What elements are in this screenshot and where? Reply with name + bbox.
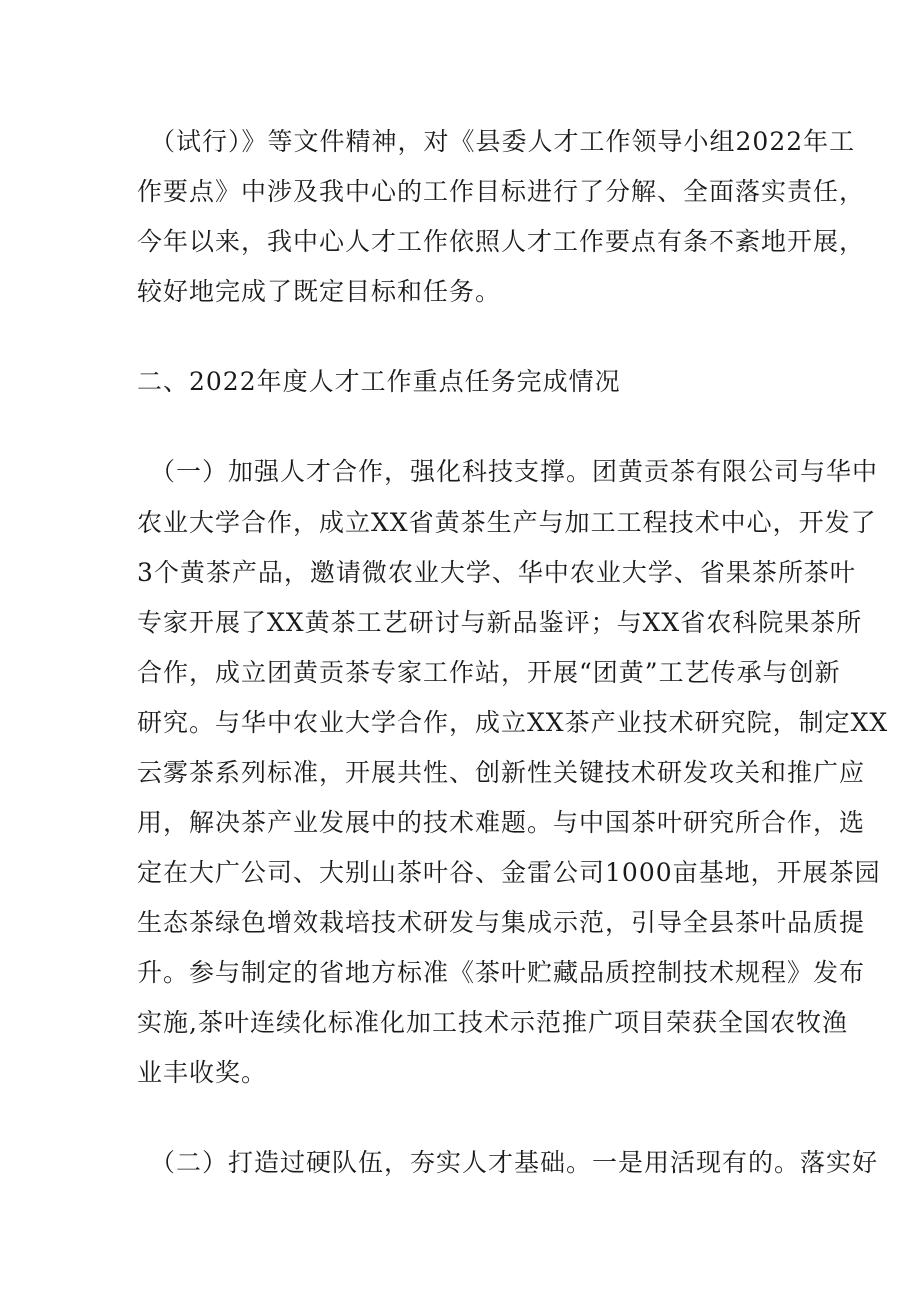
paragraph-line: 较好地完成了既定目标和任务。 <box>137 277 502 306</box>
paragraph-line: （一）加强人才合作，强化科技支撑。团黄贡茶有限公司与华中 <box>150 457 879 486</box>
paragraph-line: 生态茶绿色增效栽培技术研发与集成示范，引导全县茶叶品质提 <box>137 908 866 937</box>
paragraph-line: （试行）》等文件精神，对《县委人才工作领导小组2022年工 <box>150 127 856 156</box>
section-heading: 二、2022年度人才工作重点任务完成情况 <box>137 367 621 396</box>
paragraph-line: 业丰收奖。 <box>137 1058 268 1087</box>
paragraph-line: 专家开展了XX黄茶工艺研讨与新品鉴评；与XX省农科院果茶所 <box>137 608 863 637</box>
paragraph-line: 研究。与华中农业大学合作，成立XX茶产业技术研究院，制定XX <box>137 708 889 737</box>
paragraph-line: 定在大广公司、大别山茶叶谷、金雷公司1000亩基地，开展茶园 <box>137 858 881 887</box>
paragraph-line: （二）打造过硬队伍，夯实人才基础。一是用活现有的。落实好 <box>150 1148 879 1177</box>
paragraph-line: 作要点》中涉及我中心的工作目标进行了分解、全面落实责任， <box>137 177 866 206</box>
paragraph-line: 农业大学合作，成立XX省黄茶生产与加工工程技术中心，开发了 <box>137 508 877 537</box>
paragraph-line: 3个黄茶产品，邀请微农业大学、华中农业大学、省果茶所茶叶 <box>137 558 856 587</box>
paragraph-line: 用，解决茶产业发展中的技术难题。与中国茶叶研究所合作，选 <box>137 808 866 837</box>
paragraph-line: 实施,茶叶连续化标准化加工技术示范推广项目荣获全国农牧渔 <box>137 1008 848 1037</box>
paragraph-line: 今年以来，我中心人才工作依照人才工作要点有条不紊地开展， <box>137 227 866 256</box>
paragraph-line: 升。参与制定的省地方标准《茶叶贮藏品质控制技术规程》发布 <box>137 958 866 987</box>
paragraph-line: 云雾茶系列标准，开展共性、创新性关键技术研发攻关和推广应 <box>137 758 866 787</box>
paragraph-line: 合作，成立团黄贡茶专家工作站，开展“团黄”工艺传承与创新 <box>137 658 841 687</box>
